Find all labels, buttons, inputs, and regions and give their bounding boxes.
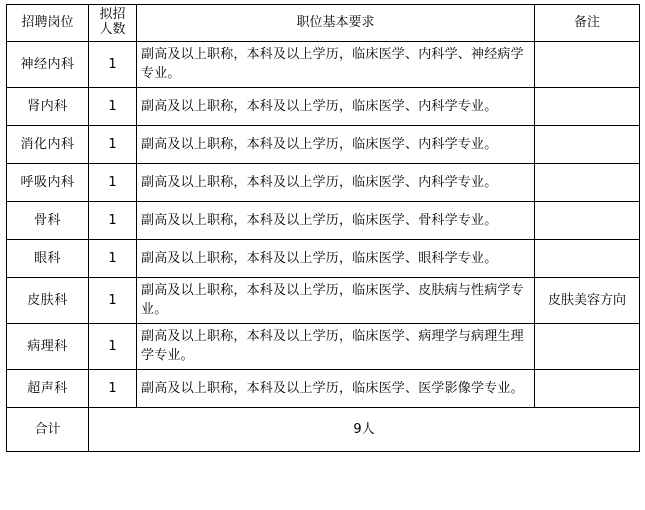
- cell-post: 神经内科: [7, 41, 89, 87]
- total-value: 9人: [89, 407, 640, 451]
- table-header: [7, 5, 640, 42]
- cell-note: [535, 41, 640, 87]
- cell-number: 1: [89, 369, 137, 407]
- table-row: [7, 125, 640, 163]
- cell-note: [535, 239, 640, 277]
- cell-number: 1: [89, 163, 137, 201]
- cell-post: 病理科: [7, 323, 89, 369]
- cell-number: 1: [89, 239, 137, 277]
- cell-post: 超声科: [7, 369, 89, 407]
- cell-number: 1: [89, 323, 137, 369]
- cell-post: 骨科: [7, 201, 89, 239]
- table-header-row: [7, 5, 640, 42]
- cell-note: [535, 125, 640, 163]
- column-header-number-line2: 人数: [99, 21, 126, 37]
- cell-note: [535, 369, 640, 407]
- recruitment-table: [6, 4, 640, 452]
- cell-number: 1: [89, 87, 137, 125]
- cell-number: 1: [89, 201, 137, 239]
- cell-requirement: 副高及以上职称，本科及以上学历，临床医学、内科学、神经病学专业。: [137, 41, 535, 87]
- cell-requirement: 副高及以上职称，本科及以上学历，临床医学、内科学专业。: [137, 125, 535, 163]
- total-label: 合计: [7, 407, 89, 451]
- cell-requirement: 副高及以上职称，本科及以上学历，临床医学、眼科学专业。: [137, 239, 535, 277]
- cell-post: 呼吸内科: [7, 163, 89, 201]
- cell-note: [535, 163, 640, 201]
- table-row: [7, 87, 640, 125]
- cell-number: 1: [89, 277, 137, 323]
- cell-note: [535, 201, 640, 239]
- cell-number: 1: [89, 125, 137, 163]
- cell-requirement: 副高及以上职称，本科及以上学历，临床医学、骨科学专业。: [137, 201, 535, 239]
- cell-requirement: 副高及以上职称，本科及以上学历，临床医学、内科学专业。: [137, 87, 535, 125]
- cell-note: 皮肤美容方向: [535, 277, 640, 323]
- cell-post: 眼科: [7, 239, 89, 277]
- cell-requirement: 副高及以上职称，本科及以上学历，临床医学、病理学与病理生理学专业。: [137, 323, 535, 369]
- table-row: [7, 277, 640, 323]
- table-body: [7, 41, 640, 451]
- cell-requirement: 副高及以上职称，本科及以上学历，临床医学、皮肤病与性病学专业。: [137, 277, 535, 323]
- cell-post: 肾内科: [7, 87, 89, 125]
- table-row: [7, 163, 640, 201]
- table-row: [7, 41, 640, 87]
- cell-requirement: 副高及以上职称，本科及以上学历，临床医学、内科学专业。: [137, 163, 535, 201]
- table-row: [7, 239, 640, 277]
- cell-post: 皮肤科: [7, 277, 89, 323]
- column-header-number-line1: 拟招: [99, 7, 126, 22]
- table-row: [7, 323, 640, 369]
- column-header-requirement: 职位基本要求: [137, 5, 535, 42]
- column-header-number: [89, 5, 137, 42]
- table-total-row: [7, 407, 640, 451]
- table-row: [7, 201, 640, 239]
- cell-requirement: 副高及以上职称，本科及以上学历，临床医学、医学影像学专业。: [137, 369, 535, 407]
- cell-post: 消化内科: [7, 125, 89, 163]
- column-header-note: 备注: [535, 5, 640, 42]
- document-page: [0, 4, 645, 510]
- column-header-post: 招聘岗位: [7, 5, 89, 42]
- cell-note: [535, 323, 640, 369]
- cell-note: [535, 87, 640, 125]
- cell-number: 1: [89, 41, 137, 87]
- table-row: [7, 369, 640, 407]
